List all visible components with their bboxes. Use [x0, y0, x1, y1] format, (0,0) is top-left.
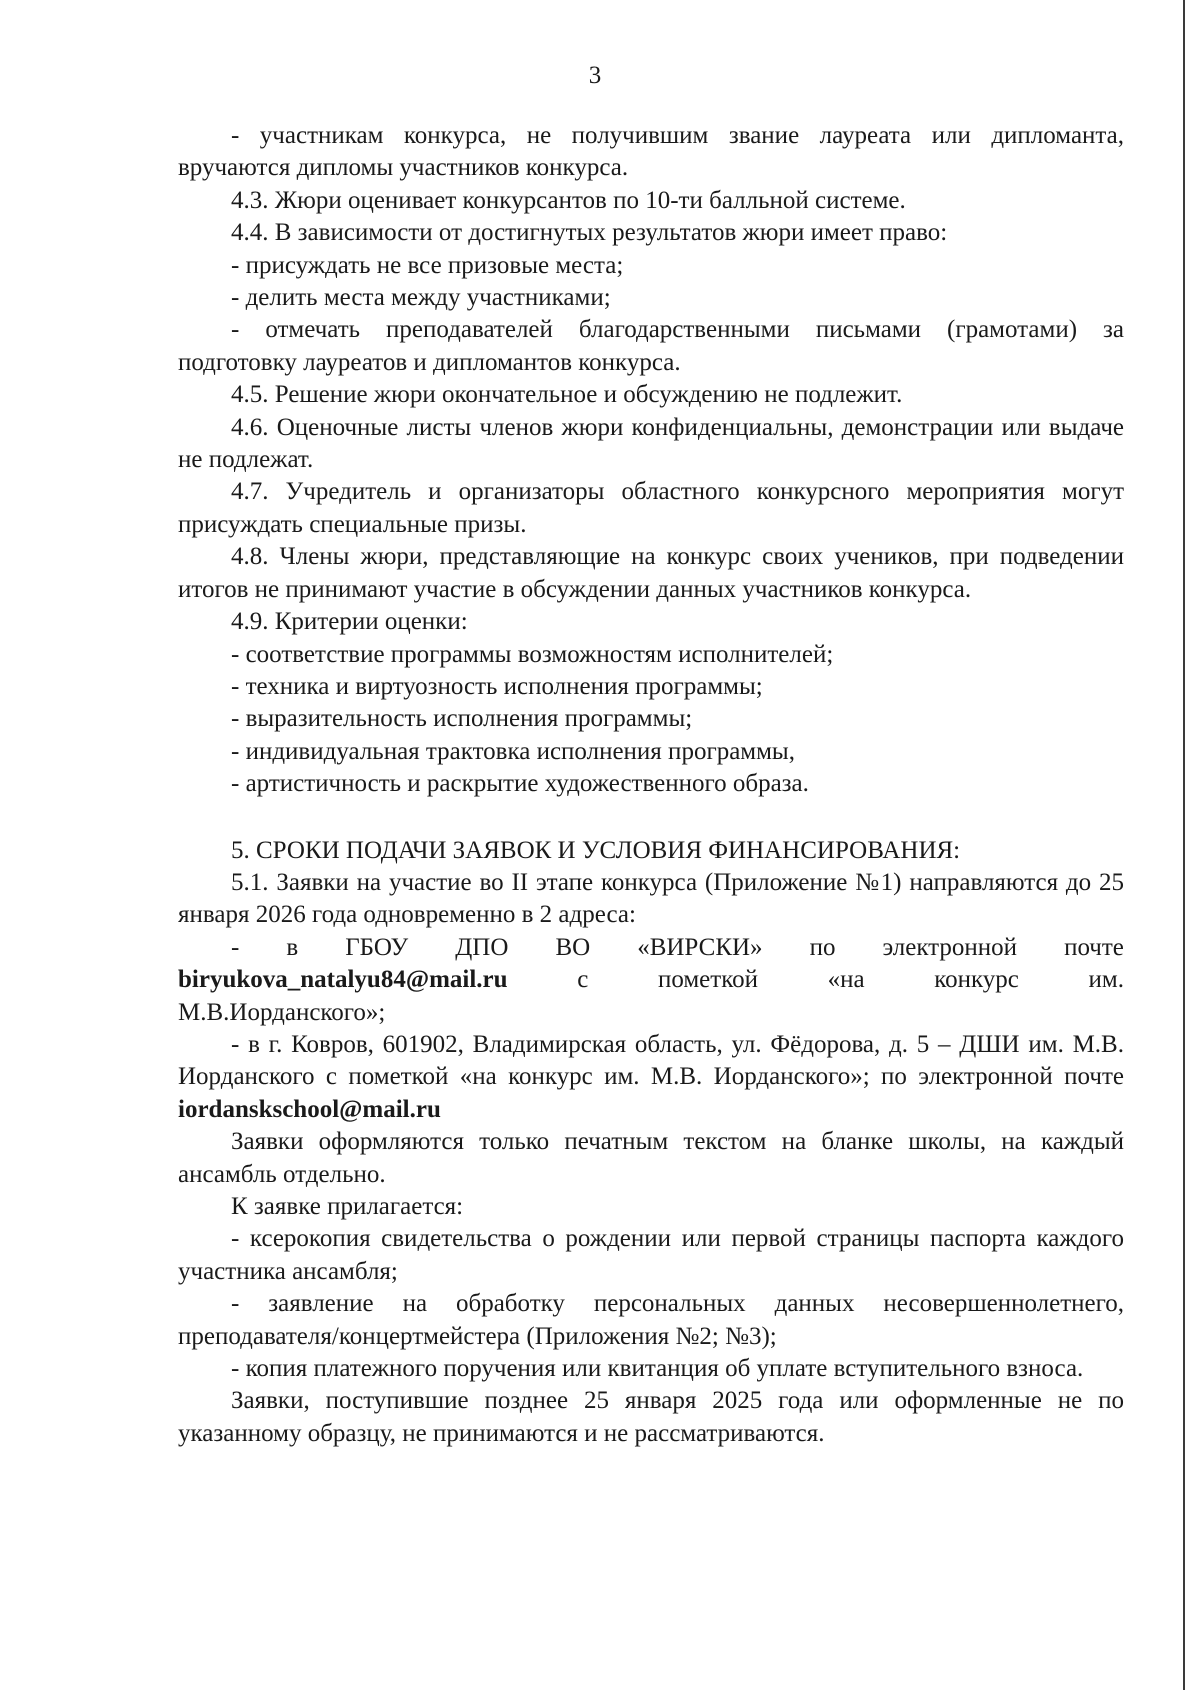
list-item: - делить места между участниками; [231, 284, 611, 312]
page-edge-line [1183, 0, 1185, 1690]
page-number: 3 [588, 62, 602, 89]
address-word: «ВИРСКИ» [637, 933, 763, 961]
list-item: - соответствие программы возможностям исполнителей; [231, 640, 834, 668]
address-word: им. [1088, 966, 1124, 994]
address-word: «на [827, 966, 865, 994]
email-link[interactable]: iordanskschool@mail.ru [178, 1095, 441, 1123]
paragraph: Заявки оформляются только печатным текстом на бланке школы, на каждый ансамбль отдельно. [178, 1128, 1124, 1188]
section-title: 5. СРОКИ ПОДАЧИ ЗАЯВОК И УСЛОВИЯ ФИНАНСИРОВАНИЯ: [231, 836, 961, 864]
paragraph: Заявки, поступившие позднее 25 января 2025 года или оформленные не по указанному образцу, не принимаются и не рассматриваются. [178, 1387, 1124, 1447]
address-word: ВО [555, 933, 591, 961]
address-line-2 [178, 964, 1124, 996]
email-link[interactable]: biryukova_natalyu84@mail.ru [178, 966, 508, 994]
list-item: - копия платежного поручения или квитанция об уплате вступительного взноса. [231, 1355, 1084, 1383]
paragraph: - участникам конкурса, не получившим звание лауреата или дипломанта, вручаются дипломы участников конкурса. [178, 122, 1124, 182]
list-item: - техника и виртуозность исполнения программы; [231, 672, 763, 700]
address-tail: М.В.Иорданского»; [178, 998, 386, 1026]
paragraph: 4.4. В зависимости от достигнутых результатов жюри имеет право: [231, 219, 948, 247]
list-item: - индивидуальная трактовка исполнения программы, [231, 737, 795, 765]
list-item: - присуждать не все призовые места; [231, 251, 624, 279]
list-item: - отмечать преподавателей благодарственными письмами (грамотами) за подготовку лауреатов и дипломантов конкурса. [178, 316, 1124, 376]
paragraph: 4.6. Оценочные листы членов жюри конфиденциальны, демонстрации или выдаче не подлежат. [178, 413, 1124, 474]
list-item: - выразительность исполнения программы; [231, 705, 693, 733]
address-word: конкурс [934, 966, 1019, 994]
address-text: - в г. Ковров, 601902, Владимирская область, ул. Фёдорова, д. 5 – ДШИ им. М.В. Иорданского с пометкой «на конкурс им. М.В. Иорданского»; по электронной почте [178, 1030, 1124, 1091]
paragraph: 5.1. Заявки на участие во II этапе конкурса (Приложение №1) направляются до 25 января 2026 года одновременно в 2 адреса: [178, 868, 1124, 929]
paragraph: К заявке прилагается: [231, 1193, 464, 1220]
document-body [178, 120, 1124, 1450]
address-word: в [286, 933, 299, 961]
address-word: по [809, 933, 836, 961]
paragraph: 4.8. Члены жюри, представляющие на конкурс своих учеников, при подведении итогов не принимают участие в обсуждении данных участников конкурса. [178, 543, 1124, 603]
address-word: пометкой [657, 966, 758, 994]
list-item: - артистичность и раскрытие художественного образа. [231, 770, 809, 798]
address-word: почте [1064, 933, 1124, 961]
list-item: - ксерокопия свидетельства о рождении или первой страницы паспорта каждого участника ансамбля; [178, 1225, 1124, 1285]
address-word: ДПО [455, 933, 509, 961]
paragraph [178, 1029, 1124, 1126]
address-word: - [231, 933, 240, 961]
paragraph: 4.5. Решение жюри окончательное и обсуждению не подлежит. [231, 381, 903, 409]
address-word: ГБОУ [345, 933, 409, 961]
address-word: с [577, 966, 589, 994]
paragraph: 4.9. Критерии оценки: [231, 608, 468, 636]
list-item: - заявление на обработку персональных данных несовершеннолетнего, преподавателя/концертмейстера (Приложения №2; №3); [178, 1290, 1124, 1350]
paragraph: 4.7. Учредитель и организаторы областного конкурсного мероприятия могут присуждать специальные призы. [178, 478, 1124, 538]
address-word: электронной [882, 933, 1018, 961]
address-line-1 [178, 932, 1124, 964]
paragraph: 4.3. Жюри оценивает конкурсантов по 10-ти балльной системе. [231, 186, 906, 214]
